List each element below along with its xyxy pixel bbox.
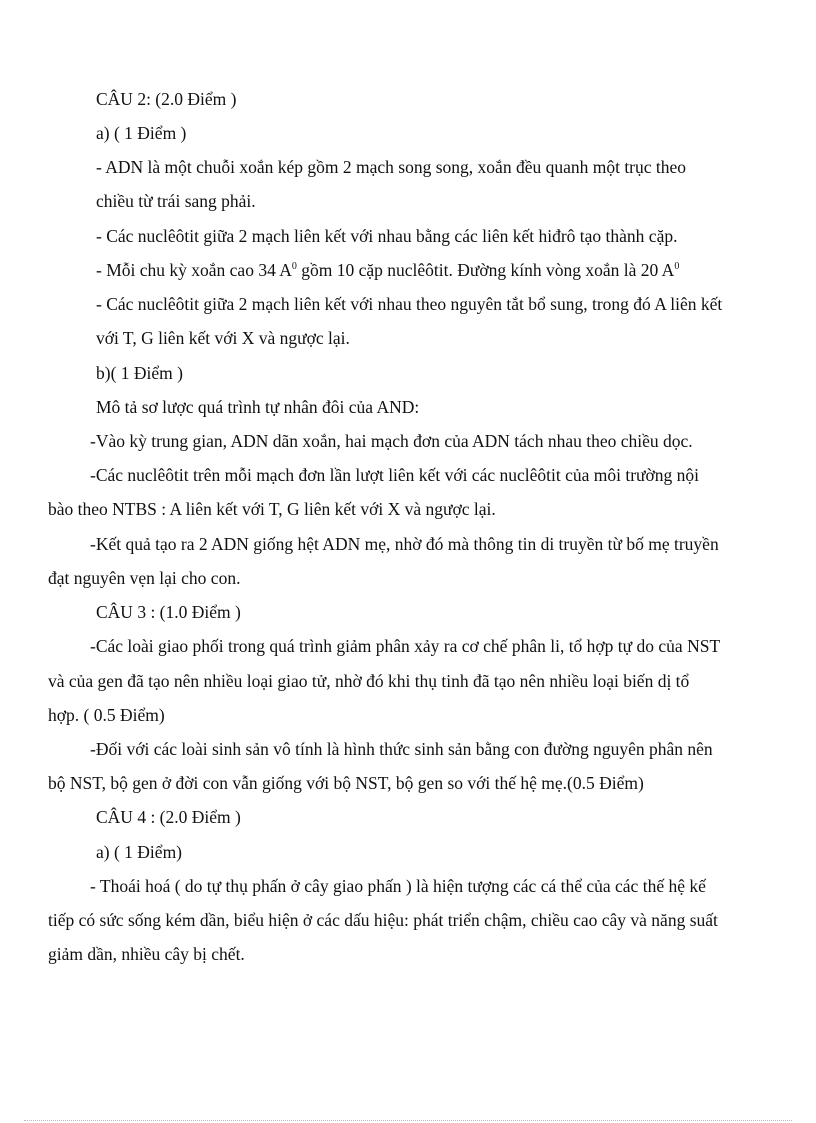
angstrom-superscript-1: 0 — [291, 261, 297, 272]
cau3-line-2: và của gen đã tạo nên nhiều loại giao tử, nhờ đó khi thụ tinh đã tạo nên nhiều loại biến dị tổ — [48, 671, 690, 691]
cau2-b-line-6: đạt nguyên vẹn lại cho con. — [48, 568, 241, 588]
cau2-a-line-6: với T, G liên kết với X và ngược lại. — [96, 328, 350, 348]
cau2-a-line-1: - ADN là một chuỗi xoắn kép gồm 2 mạch song song, xoắn đều quanh một trục theo — [96, 157, 687, 177]
cau2-a-line-4 — [96, 260, 679, 280]
cau3-heading: CÂU 3 : (1.0 Điểm ) — [96, 602, 241, 622]
cau3-line-1: -Các loài giao phối trong quá trình giảm phân xảy ra cơ chế phân li, tổ hợp tự do của NST — [90, 636, 721, 656]
cau2-b-line-5: -Kết quả tạo ra 2 ADN giống hệt ADN mẹ, nhờ đó mà thông tin di truyền từ bố mẹ truyền — [90, 534, 719, 554]
cau2-a-line-4-part1: - Mỗi chu kỳ xoắn cao 34 A — [96, 260, 292, 280]
cau4-a-line-2: tiếp có sức sống kém dần, biểu hiện ở các dấu hiệu: phát triển chậm, chiều cao cây và năng suất — [48, 910, 718, 930]
cau3-line-5: bộ NST, bộ gen ở đời con vẫn giống với bộ NST, bộ gen so với thế hệ mẹ.(0.5 Điểm) — [48, 773, 644, 793]
cau4-a-line-1: - Thoái hoá ( do tự thụ phấn ở cây giao phấn ) là hiện tượng các cá thể của các thế hệ kế — [90, 876, 706, 896]
cau4-heading: CÂU 4 : (2.0 Điểm ) — [96, 807, 241, 827]
cau2-a-line-2: chiều từ trái sang phải. — [96, 191, 256, 211]
page-bottom-dotted-rule — [24, 1120, 792, 1121]
cau2-a-line-5: - Các nuclêôtit giữa 2 mạch liên kết với nhau theo nguyên tắt bổ sung, trong đó A liên kết — [96, 294, 723, 314]
cau2-part-a-label: a) ( 1 Điểm ) — [96, 123, 187, 143]
cau2-b-line-4: bào theo NTBS : A liên kết với T, G liên kết với X và ngược lại. — [48, 499, 496, 519]
cau2-b-line-2: -Vào kỳ trung gian, ADN dãn xoắn, hai mạch đơn của ADN tách nhau theo chiều dọc. — [90, 431, 693, 451]
cau3-line-4: -Đối với các loài sinh sản vô tính là hình thức sinh sản bằng con đường nguyên phân nên — [90, 739, 713, 759]
cau4-part-a-label: a) ( 1 Điểm) — [96, 842, 183, 862]
angstrom-superscript-2: 0 — [674, 261, 680, 272]
cau2-b-line-3: -Các nuclêôtit trên mỗi mạch đơn lần lượt liên kết với các nuclêôtit của môi trường nội — [90, 465, 700, 485]
cau2-heading: CÂU 2: (2.0 Điểm ) — [96, 89, 237, 109]
cau2-b-line-1: Mô tả sơ lược quá trình tự nhân đôi của AND: — [96, 397, 420, 417]
cau4-a-line-3: giảm dần, nhiều cây bị chết. — [48, 944, 245, 964]
cau3-line-3: hợp. ( 0.5 Điểm) — [48, 705, 165, 725]
cau2-a-line-3: - Các nuclêôtit giữa 2 mạch liên kết với nhau bằng các liên kết hiđrô tạo thành cặp. — [96, 226, 678, 246]
cau2-part-b-label: b)( 1 Điểm ) — [96, 363, 183, 383]
cau2-a-line-4-part2: gồm 10 cặp nuclêôtit. Đường kính vòng xoắn là 20 A — [296, 260, 675, 280]
